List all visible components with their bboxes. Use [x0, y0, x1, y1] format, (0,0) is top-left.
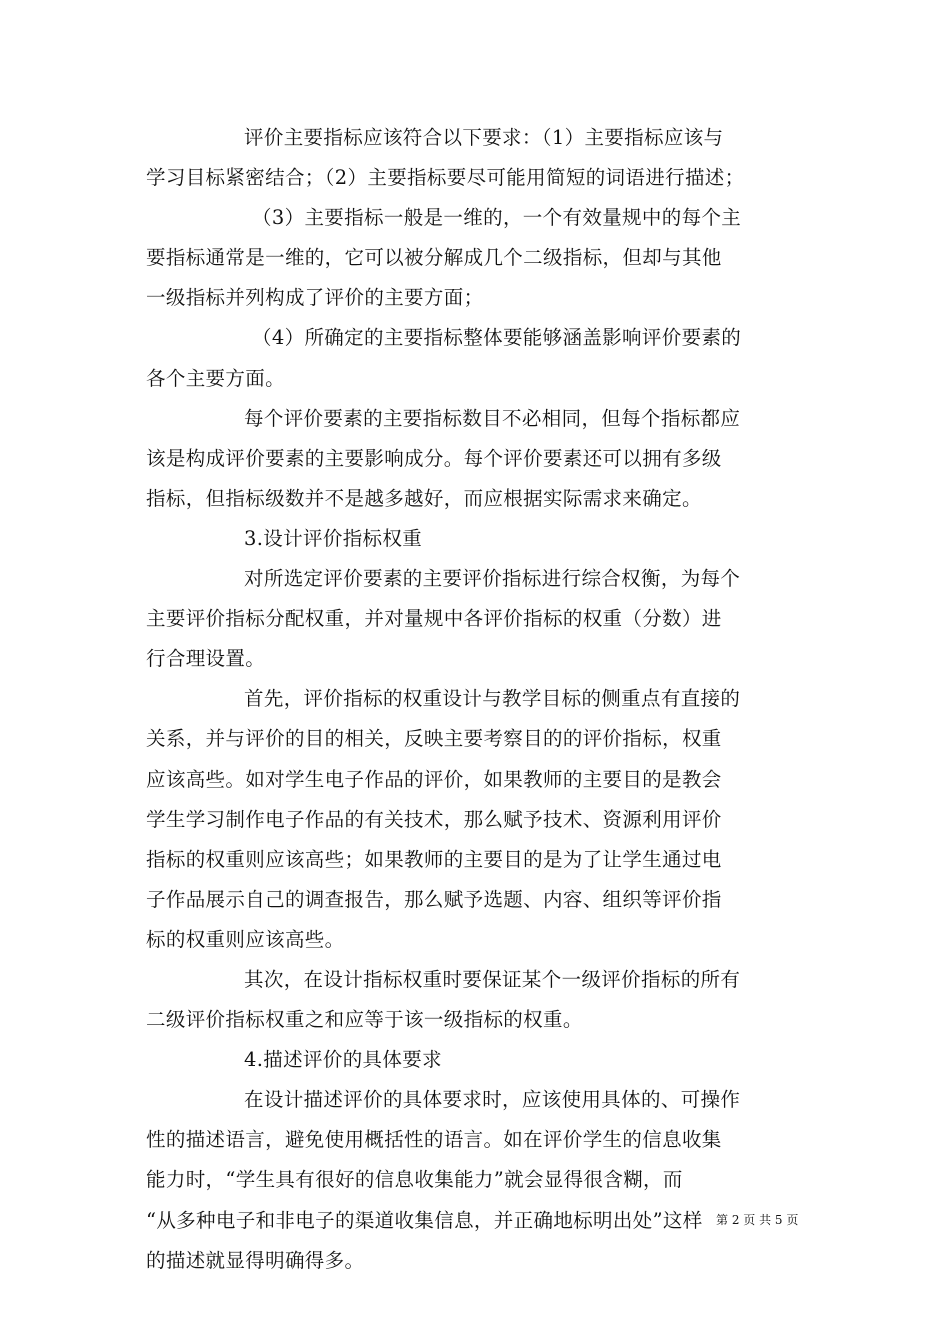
text-line: 学习目标紧密结合；（2）主要指标要尽可能用简短的词语进行描述； [146, 166, 745, 190]
text-line: 能力时，“学生具有很好的信息收集能力”就会显得很含糊，而 [146, 1168, 683, 1192]
text-line: （4）所确定的主要指标整体要能够涵盖影响评价要素的 [252, 326, 742, 350]
text-line: 子作品展示自己的调查报告，那么赋予选题、内容、组织等评价指 [146, 887, 722, 911]
text-line: “从多种电子和非电子的渠道收集信息，并正确地标明出处”这样 [146, 1208, 703, 1232]
body-text [146, 118, 812, 1281]
text-line: 每个评价要素的主要指标数目不必相同，但每个指标都应 [244, 406, 741, 430]
text-line: 应该高些。如对学生电子作品的评价，如果教师的主要目的是教会 [146, 767, 722, 791]
text-line: 首先，评价指标的权重设计与教学目标的侧重点有直接的 [244, 687, 741, 711]
text-line: 行合理设置。 [146, 647, 266, 671]
text-line: 标的权重则应该高些。 [146, 927, 345, 951]
text-line: 的描述就显得明确得多。 [146, 1248, 365, 1272]
text-line: 关系，并与评价的目的相关，反映主要考察目的的评价指标，权重 [146, 727, 722, 751]
text-line: 各个主要方面。 [146, 366, 285, 390]
text-line: 对所选定评价要素的主要评价指标进行综合权衡，为每个 [244, 567, 741, 591]
text-line: 主要评价指标分配权重，并对量规中各评价指标的权重（分数）进 [146, 607, 722, 631]
text-line: 评价主要指标应该符合以下要求：（1）主要指标应该与 [244, 126, 724, 149]
text-line: 性的描述语言，避免使用概括性的语言。如在评价学生的信息收集 [146, 1128, 722, 1152]
text-line: 要指标通常是一维的，它可以被分解成几个二级指标，但却与其他 [146, 246, 722, 270]
text-line: 指标，但指标级数并不是越多越好，而应根据实际需求来确定。 [146, 486, 702, 510]
section-heading: 4.描述评价的具体要求 [244, 1048, 442, 1072]
text-line: 该是构成评价要素的主要影响成分。每个评价要素还可以拥有多级 [146, 446, 722, 470]
text-line: 学生学习制作电子作品的有关技术，那么赋予技术、资源利用评价 [146, 807, 722, 831]
text-line: 其次，在设计指标权重时要保证某个一级评价指标的所有 [244, 967, 741, 991]
section-heading: 3.设计评价指标权重 [244, 526, 423, 550]
text-line: 一级指标并列构成了评价的主要方面； [146, 286, 484, 310]
text-line: 指标的权重则应该高些；如果教师的主要目的是为了让学生通过电 [146, 847, 722, 871]
text-line: 二级评价指标权重之和应等于该一级指标的权重。 [146, 1008, 583, 1032]
text-line: 在设计描述评价的具体要求时，应该使用具体的、可操作 [244, 1088, 741, 1112]
text-line: （3）主要指标一般是一维的，一个有效量规中的每个主 [252, 206, 742, 230]
page-number-footer: 第 2 页 共 5 页 [716, 1213, 799, 1227]
